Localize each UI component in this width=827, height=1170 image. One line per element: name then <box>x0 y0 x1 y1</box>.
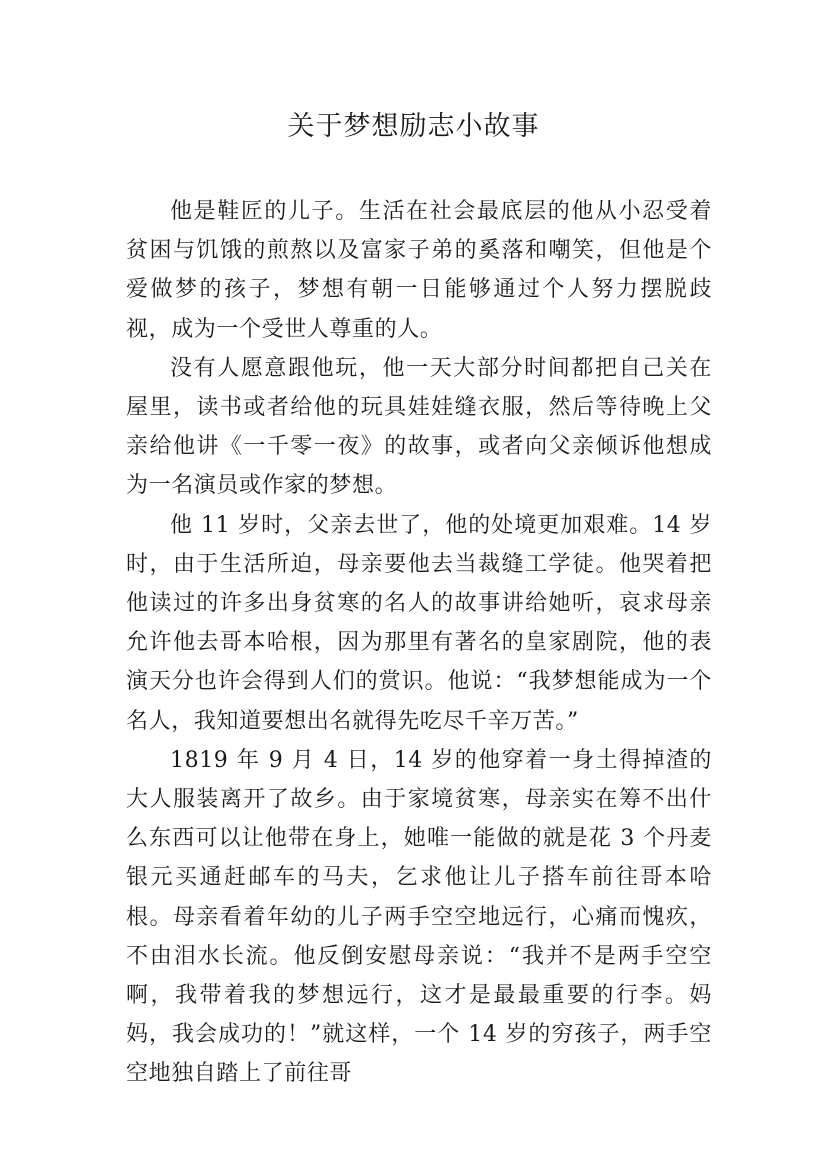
paragraph-3: 他 11 岁时，父亲去世了，他的处境更加艰难。14 岁时，由于生活所迫，母亲要他去当裁缝工学徒。他哭着把他读过的许多出身贫寒的名人的故事讲给她听，哀求母亲允许他去哥本哈根，因为那里有著名的皇家剧院，他的表演天分也许会得到人们的赏识。他说：“我梦想能成为一个名人，我知道要想出名就得先吃尽千辛万苦。” <box>126 512 712 734</box>
document-body <box>126 192 712 1094</box>
paragraph-1: 他是鞋匠的儿子。生活在社会最底层的他从小忍受着贫困与饥饿的煎熬以及富家子弟的奚落和嘲笑，但他是个爱做梦的孩子，梦想有朝一日能够通过个人努力摆脱歧视，成为一个受世人尊重的人。 <box>126 199 712 342</box>
document-title: 关于梦想励志小故事 <box>287 111 540 142</box>
paragraph-4: 1819 年 9 月 4 日，14 岁的他穿着一身土得掉渣的大人服装离开了故乡。由于家境贫寒，母亲实在筹不出什么东西可以让他带在身上，她唯一能做的就是花 3 个丹麦银元买通赶邮车的马夫，乞求他让儿子搭车前往哥本哈根。母亲看着年幼的儿子两手空空地远行，心痛而愧疚，不由泪水长流。他反倒安慰母亲说：“我并不是两手空空啊，我带着我的梦想远行，这才是最最重要的行李。妈妈，我会成功的！”就这样，一个 14 岁的穷孩子，两手空空地独自踏上了前往哥 <box>126 747 712 1087</box>
paragraph-2: 没有人愿意跟他玩，他一天大部分时间都把自己关在屋里，读书或者给他的玩具娃娃缝衣服，然后等待晚上父亲给他讲《一千零一夜》的故事，或者向父亲倾诉他想成为一名演员或作家的梦想。 <box>126 355 712 499</box>
